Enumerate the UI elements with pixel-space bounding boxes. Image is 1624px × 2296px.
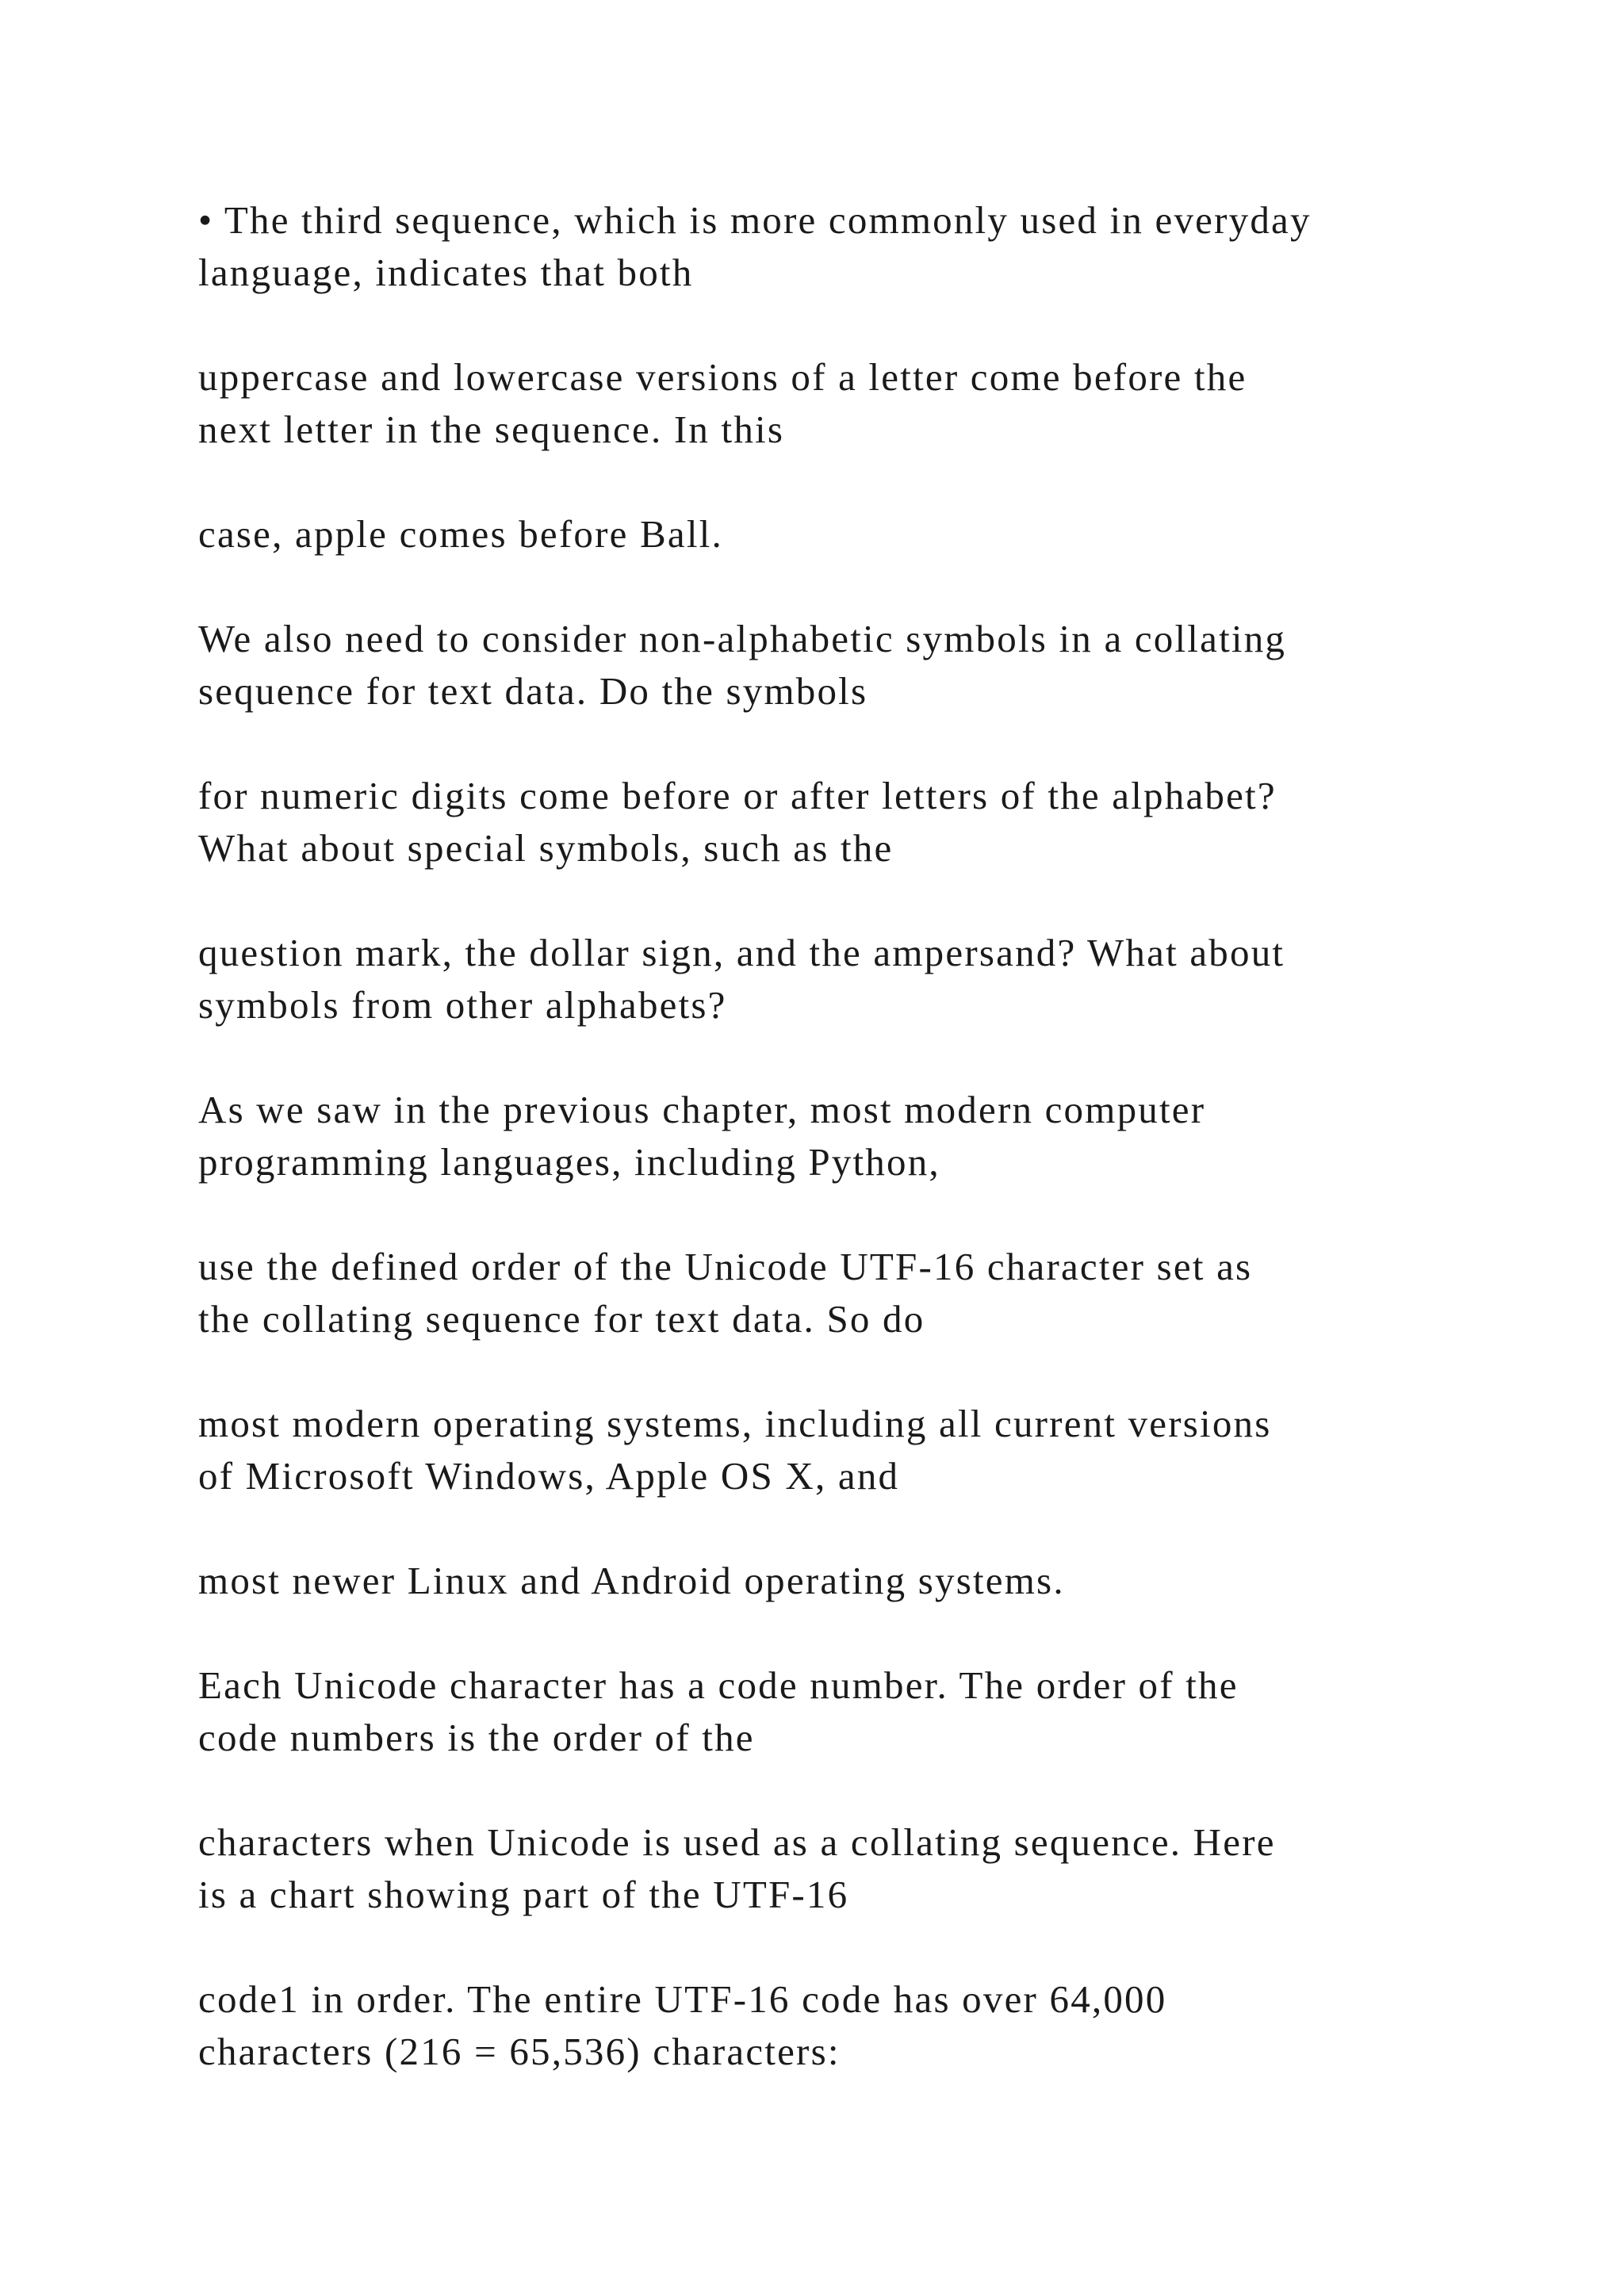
paragraph xyxy=(198,1241,1467,1345)
paragraph xyxy=(198,1659,1467,1764)
paragraph xyxy=(198,613,1467,718)
text-line: language, indicates that both xyxy=(198,251,694,294)
text-line: We also need to consider non-alphabetic symbols in a collating xyxy=(198,617,1287,660)
text-line: • The third sequence, which is more commonly used in everyday xyxy=(198,198,1312,242)
paragraph xyxy=(198,770,1467,874)
text-line: characters when Unicode is used as a collating sequence. Here xyxy=(198,1820,1276,1864)
text-line: question mark, the dollar sign, and the ampersand? What about xyxy=(198,931,1285,974)
text-line: for numeric digits come before or after letters of the alphabet? xyxy=(198,774,1277,817)
paragraph xyxy=(198,927,1467,1031)
text-line: case, apple comes before Ball. xyxy=(198,512,723,556)
paragraph xyxy=(198,1816,1467,1921)
paragraph xyxy=(198,1973,1467,2078)
paragraph xyxy=(198,1555,1467,1607)
paragraph xyxy=(198,194,1467,299)
text-line: programming languages, including Python, xyxy=(198,1140,940,1184)
text-line: Each Unicode character has a code number. The order of the xyxy=(198,1663,1239,1707)
text-line: symbols from other alphabets? xyxy=(198,983,727,1027)
text-line: the collating sequence for text data. So do xyxy=(198,1297,925,1341)
text-line: As we saw in the previous chapter, most modern computer xyxy=(198,1088,1206,1131)
text-line: code1 in order. The entire UTF-16 code has over 64,000 xyxy=(198,1977,1167,2021)
text-line: characters (216 = 65,536) characters: xyxy=(198,2030,841,2073)
text-line: sequence for text data. Do the symbols xyxy=(198,669,868,713)
text-line: What about special symbols, such as the xyxy=(198,826,894,870)
text-line: use the defined order of the Unicode UTF-16 character set as xyxy=(198,1245,1253,1288)
text-line: uppercase and lowercase versions of a letter come before the xyxy=(198,355,1247,399)
body-text xyxy=(198,194,1467,2130)
text-line: code numbers is the order of the xyxy=(198,1716,755,1759)
text-line: is a chart showing part of the UTF-16 xyxy=(198,1873,849,1916)
paragraph xyxy=(198,351,1467,456)
paragraph xyxy=(198,508,1467,561)
text-line: of Microsoft Windows, Apple OS X, and xyxy=(198,1454,900,1498)
paragraph xyxy=(198,1398,1467,1502)
text-line: most modern operating systems, including all current versions xyxy=(198,1402,1272,1445)
text-line: most newer Linux and Android operating systems. xyxy=(198,1559,1065,1602)
paragraph xyxy=(198,1084,1467,1188)
text-line: next letter in the sequence. In this xyxy=(198,408,785,451)
